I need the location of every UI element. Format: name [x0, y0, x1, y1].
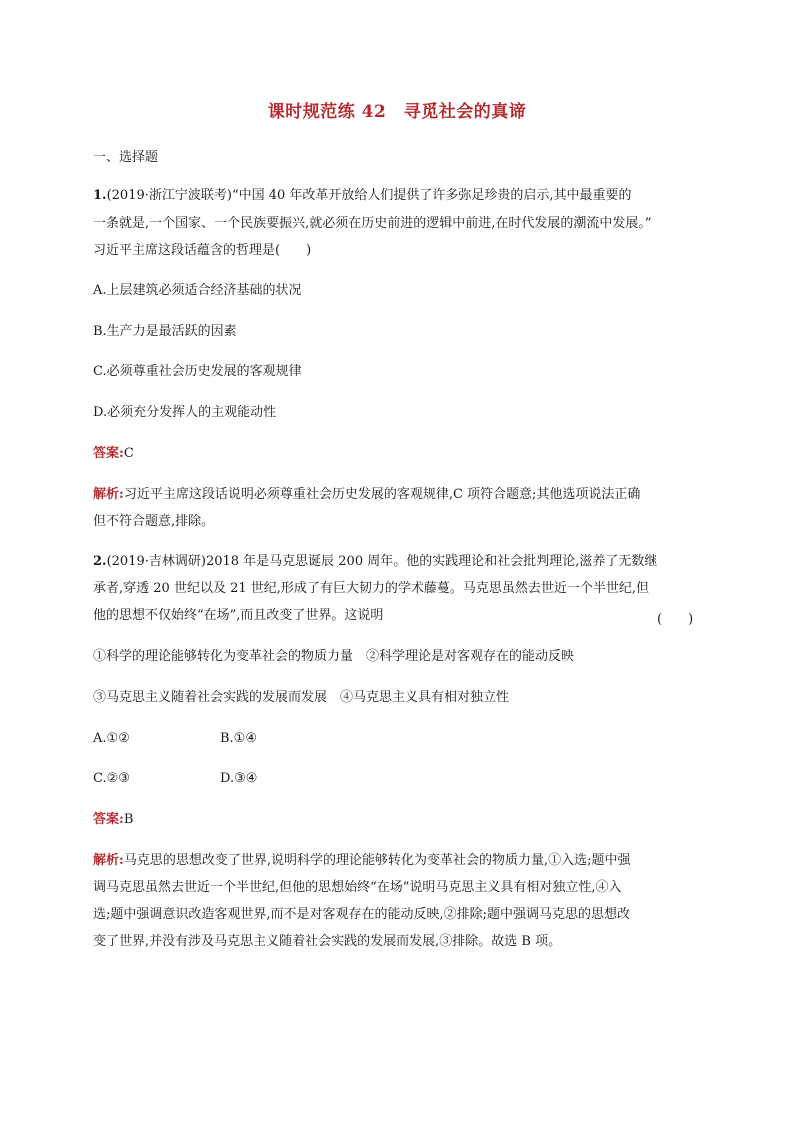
q1-stem-line1: (2019·浙江宁波联考)“中国 40 年改革开放给人们提供了许多弥足珍贵的启示,其中最重要的 — [106, 188, 632, 203]
q2-analysis-line1 — [93, 853, 630, 869]
q2-option-d: D.③④ — [220, 771, 258, 786]
q1-analysis-label: 解析: — [93, 487, 124, 502]
page-title: 课时规范练 42 寻觅社会的真谛 — [267, 102, 527, 122]
q2-analysis-line2: 调马克思虽然去世近一个半世纪,但他的思想始终“在场”说明马克思主义具有相对独立性,④入 — [93, 880, 622, 895]
q2-analysis-line4: 变了世界,并没有涉及马克思主义随着社会实践的发展而发展,③排除。故选 B 项。 — [93, 934, 562, 949]
q2-option-a: A.①② — [93, 731, 130, 746]
q2-stem-line2: 承者,穿透 20 世纪以及 21 世纪,形成了有巨大韧力的学术藤蔓。马克思虽然去世近一个半世纪,但 — [93, 581, 650, 596]
q2-number: 2. — [93, 554, 107, 569]
q2-statement-line1: ①科学的理论能够转化为变革社会的物质力量 ②科学理论是对客观存在的能动反映 — [93, 649, 575, 664]
q1-answer-label: 答案: — [93, 446, 124, 461]
q1-option-a: A.上层建筑必须适合经济基础的状况 — [93, 283, 302, 298]
q1-option-c: C.必须尊重社会历史发展的客观规律 — [93, 364, 302, 379]
q2-stem-line3: 他的思想不仅始终“在场”,而且改变了世界。这说明 — [93, 608, 384, 623]
q1-answer-value: C — [123, 446, 134, 461]
q2-answer-value: B — [123, 812, 134, 827]
section-heading: 一、选择题 — [93, 150, 159, 165]
q2-stem-line1: (2019·吉林调研)2018 年是马克思诞辰 200 周年。他的实践理论和社会批判理论,滋养了无数继 — [106, 554, 658, 569]
q2-option-b: B.①④ — [220, 731, 257, 746]
q1-stem-line3: 习近平主席这段话蕴含的哲理是( ) — [93, 243, 312, 258]
q2-line1 — [93, 554, 657, 570]
q1-number: 1. — [93, 188, 107, 203]
q1-analysis-text1: 习近平主席这段话说明必须尊重社会历史发展的客观规律,C 项符合题意;其他选项说法正确 — [123, 487, 641, 502]
q1-line1 — [93, 188, 632, 204]
q1-stem-line2: 一条就是,一个国家、一个民族要振兴,就必须在历史前进的逻辑中前进,在时代发展的潮流中发展。” — [93, 216, 652, 231]
q2-statement-line2: ③马克思主义随着社会实践的发展而发展 ④马克思主义具有相对独立性 — [93, 690, 510, 705]
q2-answer-label: 答案: — [93, 812, 124, 827]
q1-option-b: B.生产力是最活跃的因素 — [93, 324, 237, 339]
q2-analysis-text1: 马克思的思想改变了世界,说明科学的理论能够转化为变革社会的物质力量,①入选;题中强 — [123, 853, 631, 868]
q1-analysis-line2: 但不符合题意,排除。 — [93, 514, 215, 529]
q1-answer — [93, 446, 134, 462]
q2-analysis-label: 解析: — [93, 853, 124, 868]
q2-answer — [93, 812, 133, 828]
q2-option-c: C.②③ — [93, 771, 130, 786]
q2-answer-paren: ( ) — [657, 612, 694, 627]
q1-analysis-line1 — [93, 487, 640, 503]
q2-analysis-line3: 选;题中强调意识改造客观世界,而不是对客观存在的能动反映,②排除;题中强调马克思的思想改 — [93, 907, 631, 922]
q1-option-d: D.必须充分发挥人的主观能动性 — [93, 405, 277, 420]
